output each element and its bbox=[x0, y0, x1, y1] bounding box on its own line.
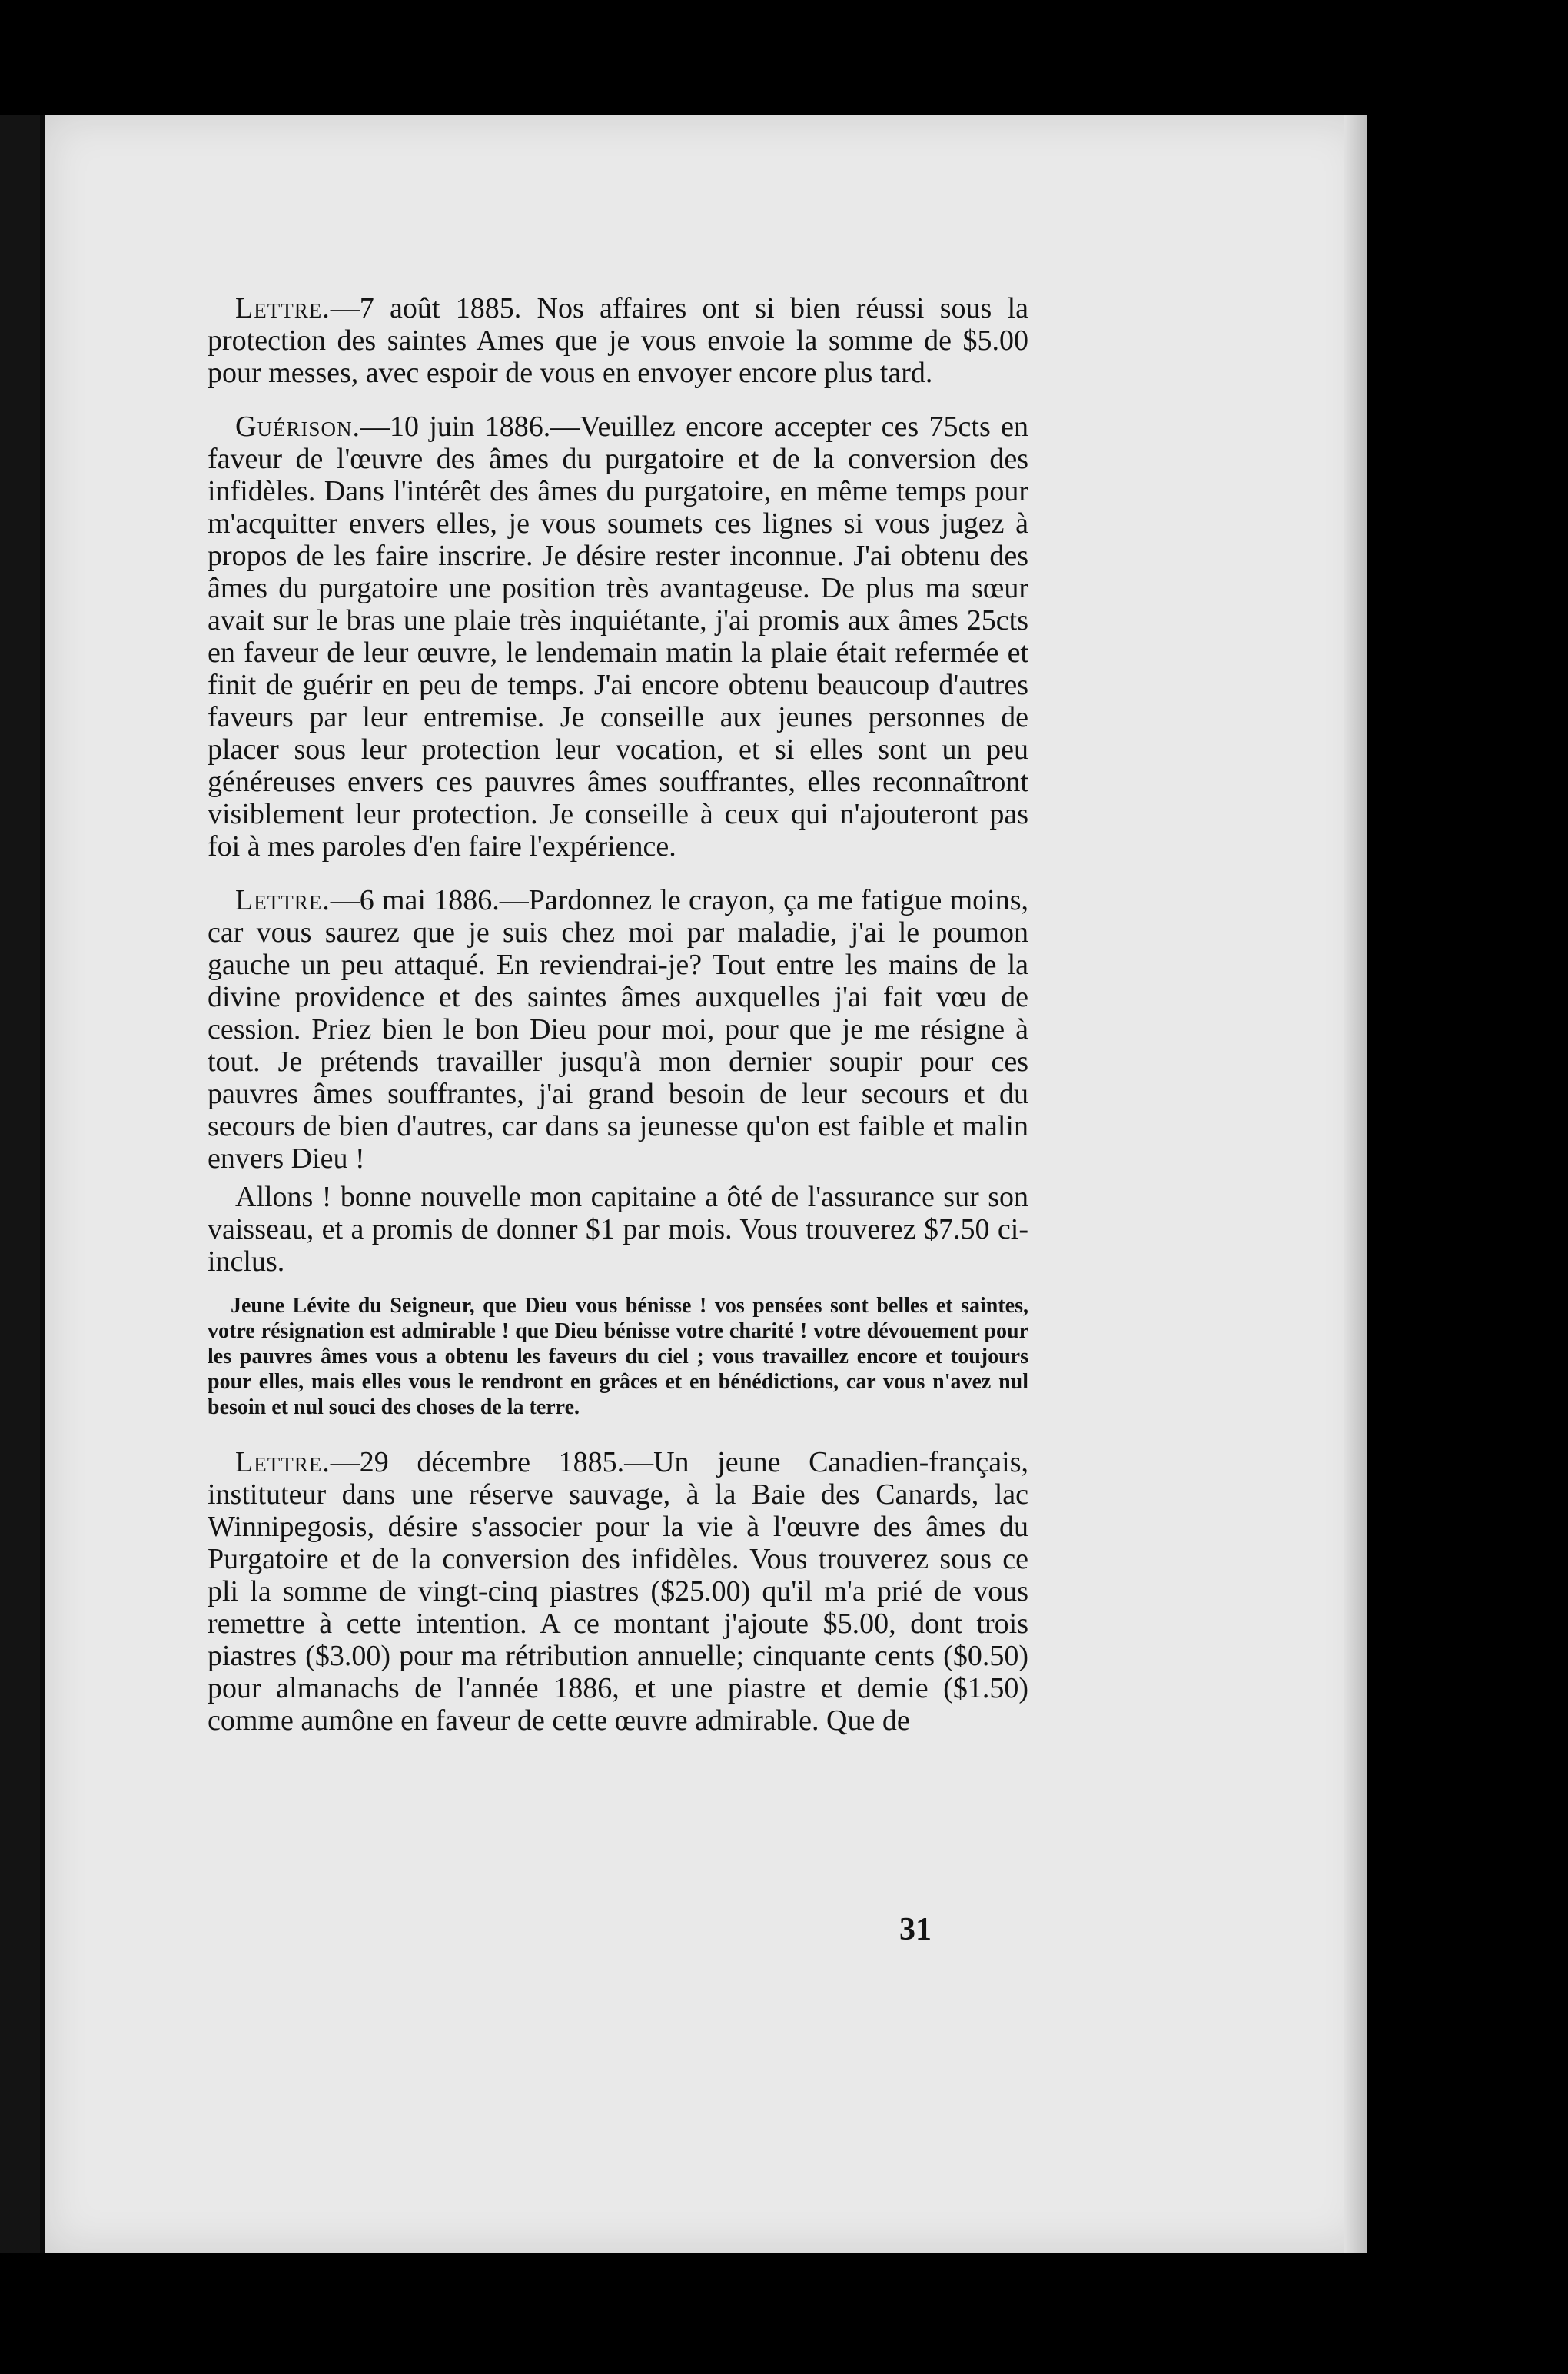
page-text bbox=[208, 292, 1028, 1758]
continuation-paragraph: Allons ! bonne nouvelle mon capitaine a ôté de l'assurance sur son vaisseau, et a promis de donner $1 par mois. Vous trouverez $7.50 ci-inclus. bbox=[208, 1181, 1028, 1278]
editorial-note: Jeune Lévite du Seigneur, que Dieu vous bénisse ! vos pensées sont belles et saintes, votre résignation est admirable ! que Dieu bénisse votre charité ! votre dévouement pour les pauvres âmes vous a obtenu les faveurs du ciel ; vous travaillez encore et toujours pour elles, mais elles vous le rendront en grâces et en bénédictions, car vous n'avez nul besoin et nul souci des choses de la terre. bbox=[208, 1294, 1028, 1419]
paragraph-label: Guérison. bbox=[235, 411, 360, 443]
paragraph-body: —10 juin 1886.—Veuillez encore accepter ces 75cts en faveur de l'œuvre des âmes du purgatoire et de la conversion des infidèles. Dans l'intérêt des âmes du purgatoire, en même temps pour m'acquitter envers elles, je vous soumets ces lignes si vous jugez à propos de les faire inscrire. Je désire rester inconnue. J'ai obtenu des âmes du purgatoire une position très avantageuse. De plus ma sœur avait sur le bras une plaie très inquiétante, j'ai promis aux âmes 25cts en faveur de leur œuvre, le lendemain matin la plaie était refermée et finit de guérir en peu de temps. J'ai encore obtenu beaucoup d'autres faveurs par leur entremise. Je conseille aux jeunes personnes de placer sous leur protection leur vocation, et si elles sont un peu généreuses envers ces pauvres âmes souffrantes, elles reconnaîtront visiblement leur protection. Je conseille à ceux qui n'ajouteront pas foi à mes paroles d'en faire l'expérience. bbox=[208, 411, 1028, 863]
paragraph-body: —29 décembre 1885.—Un jeune Canadien-français, instituteur dans une réserve sauvage, à la Baie des Canards, lac Winnipegosis, désire s'associer pour la vie à l'œuvre des âmes du Purgatoire et de la conversion des infidèles. Vous trouverez sous ce pli la somme de vingt-cinq piastres ($25.00) qu'il m'a prié de vous remettre à cette intention. A ce montant j'ajoute $5.00, dont trois piastres ($3.00) pour ma rétribution annuelle; cinquante cents ($0.50) pour almanachs de l'année 1886, et une piastre et demie ($1.50) comme aumône en faveur de cette œuvre admirable. Que de bbox=[208, 1446, 1028, 1737]
page-edge-shadow bbox=[1344, 115, 1367, 2253]
book-spine-edge bbox=[0, 115, 46, 2253]
paragraph-label: Lettre. bbox=[235, 292, 331, 324]
letter-paragraph-2 bbox=[208, 884, 1028, 1175]
healing-paragraph bbox=[208, 411, 1028, 863]
paragraph-label: Lettre. bbox=[235, 884, 331, 916]
page-number: 31 bbox=[899, 1912, 932, 1947]
paragraph-body: —7 août 1885. Nos affaires ont si bien réussi sous la protection des saintes Ames que je vous envoie la somme de $5.00 pour messes, avec espoir de vous en envoyer encore plus tard. bbox=[208, 292, 1028, 389]
letter-paragraph-1 bbox=[208, 292, 1028, 389]
paragraph-label: Lettre. bbox=[235, 1446, 331, 1478]
paragraph-body: —6 mai 1886.—Pardonnez le crayon, ça me fatigue moins, car vous saurez que je suis chez moi par maladie, j'ai le poumon gauche un peu attaqué. En reviendrai-je? Tout entre les mains de la divine providence et des saintes âmes auxquelles j'ai fait vœu de cession. Priez bien le bon Dieu pour moi, pour que je me résigne à tout. Je prétends travailler jusqu'à mon dernier soupir pour ces pauvres âmes souffrantes, j'ai grand besoin de leur secours et du secours de bien d'autres, car dans sa jeunesse qu'on est faible et malin envers Dieu ! bbox=[208, 884, 1028, 1175]
letter-paragraph-3 bbox=[208, 1446, 1028, 1737]
